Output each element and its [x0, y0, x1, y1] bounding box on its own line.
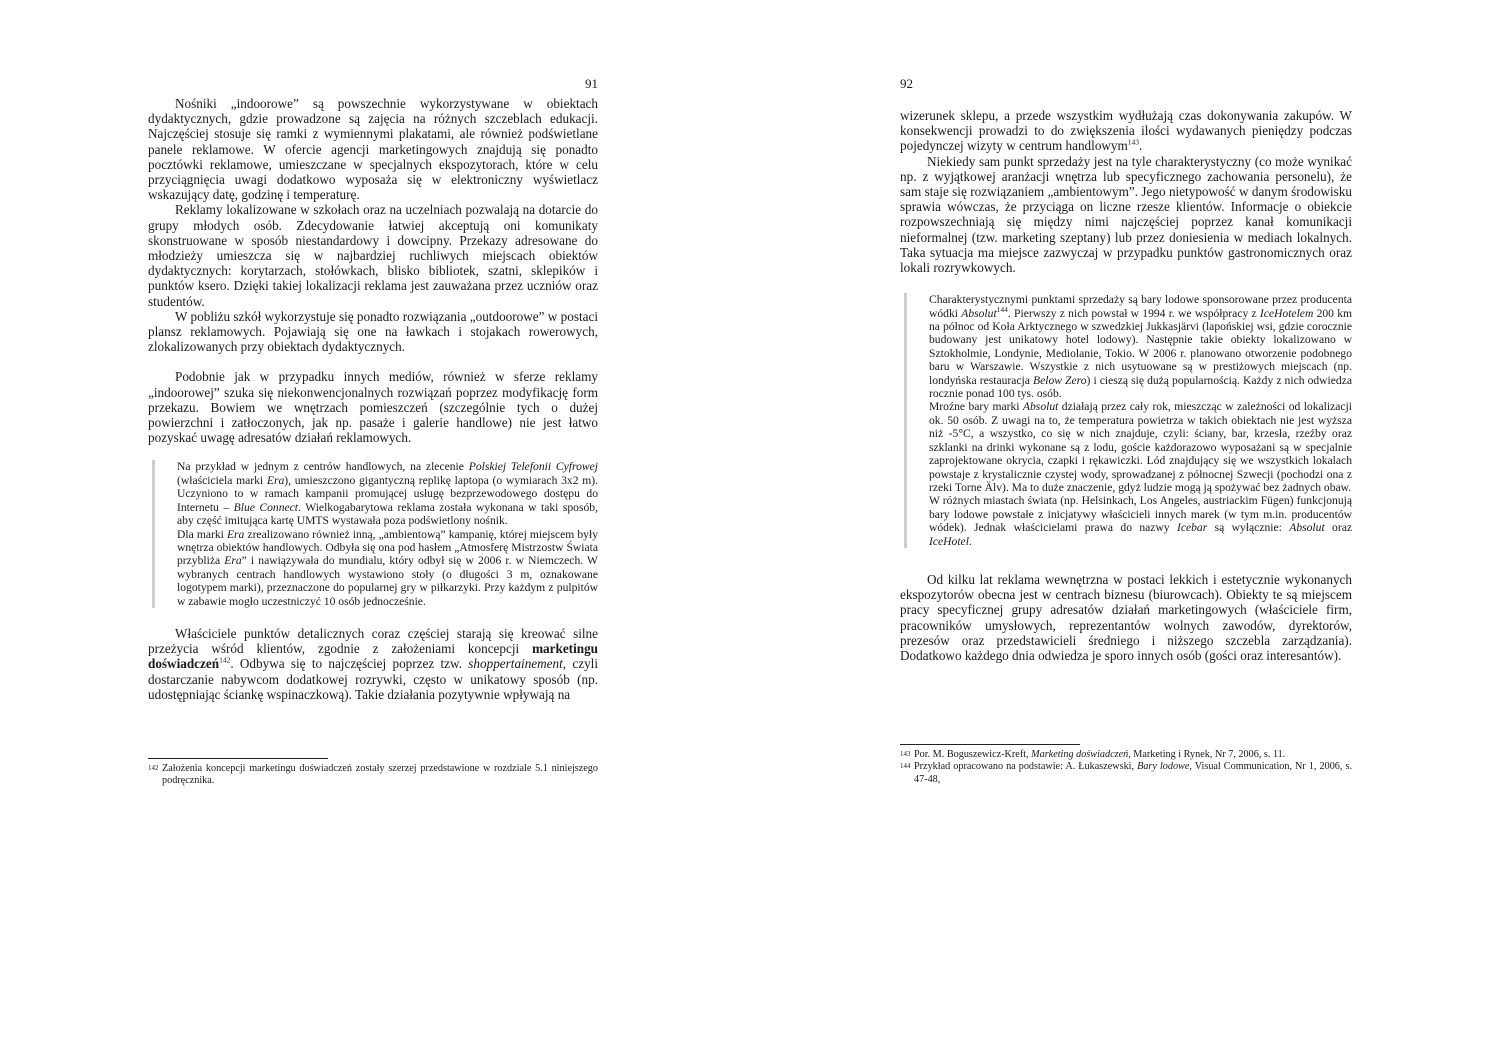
example-box	[904, 293, 1352, 548]
paragraph: Od kilku lat reklama wewnętrzna w postaci lekkich i estetycznie wykonanych ekspozytorów obecna jest w centrach biznesu (biurowcach). Obiekty te są miejscem pracy specyficznej grupy adresatów działań marketingowych (właściciele firm, pracowników umysłowych, reprezentantów wolnych zawodów, dyrektorów, prezesów oraz przedstawicieli średniego i niższego szczebla zarządzania). Dodatkowo każdego dnia odwiedza je sporo innych osób (gości oraz interesantów).	[900, 571, 1352, 663]
footnote-divider	[900, 744, 1080, 745]
example-box	[152, 460, 598, 607]
footnote: 142 Założenia koncepcji marketingu doświadczeń zostały szerzej przedstawione w rozdziale 5.1 niniejszego podręcznika.	[148, 763, 598, 787]
paragraph: Właściciele punktów detalicznych coraz częściej starają się kreować silne przeżycia wśród klientów, zgodnie z założeniami koncepcji marketingu doświadczeń$^{142}$. Odbywa się to najczęściej poprzez tzw. shoppertainement, czyli dostarczanie nabywcom dodatkowej rozrywki, często w unikatowy sposób (np. udostępniając ściankę wspinaczkową). Takie działania pozytywnie wpływają na	[148, 625, 598, 702]
footnote-divider	[148, 758, 328, 759]
paragraph: wizerunek sklepu, a przede wszystkim wydłużają czas dokonywania zakupów. W konsekwencji prowadzi to do zwiększenia ilości wydawanych pieniędzy podczas pojedynczej wizyty w centrum handlowym$^{143}$.	[900, 108, 1352, 154]
page-number: 92	[900, 76, 913, 91]
paragraph: Podobnie jak w przypadku innych mediów, również w sferze reklamy „indoorowej” szuka się niekonwencjonalnych rozwiązań poprzez modyfikację form przekazu. Bowiem we wnętrzach pomieszczeń (szczególnie tych o dużej powierzchni i zatłoczonych, jak np. pasaże i galerie handlowe) nie jest łatwo pozyskać uwagę adresatów działań reklamowych.	[148, 369, 598, 446]
paragraph: Niekiedy sam punkt sprzedaży jest na tyle charakterystyczny (co może wynikać np. z wyjątkowej aranżacji wnętrza lub specyficznego zachowania personelu), że sam staje się rozwiązaniem „ambientowym”. Jego nietypowość w danym środowisku sprawia wówczas, że przyciąga on liczne rzesze klientów. Informacje o obiekcie rozpowszechniają się między nimi najczęściej poprzez kanał komunikacji nieformalnej (tzw. marketing szeptany) lub przez doniesienia w mediach lokalnych. Taka sytuacja ma miejsce zazwyczaj w przypadku punktów gastronomicznych oraz lokali rozrywkowych.	[900, 153, 1352, 276]
box-paragraph: Na przykład w jednym z centrów handlowych, na zlecenie Polskiej Telefonii Cyfrowej (właściciela marki Era), umieszczono gigantyczną replikę laptopa (o wymiarach 3x2 m). Uczyniono to w ramach kampanii promującej usługę bezprzewodowego dostępu do Internetu – Blue Connect. Wielkogabarytowa reklama została wykonana w taki sposób, aby część imitująca kartę UMTS wystawała poza podświetlony nośnik.	[177, 460, 599, 528]
paragraph: Nośniki „indoorowe” są powszechnie wykorzystywane w obiektach dydaktycznych, gdzie prowadzone są zajęcia na różnych szczeblach edukacji. Najczęściej stosuje się ramki z wymiennymi plakatami, ale również podświetlane panele reklamowe. W ofercie agencji marketingowych znajdują się ponadto pocztówki reklamowe, umieszczane w specjalnych ekspozytorach, które w celu przyciągnięcia uwagi dodatkowo wyposaża się w elektroniczny wyświetlacz wskazujący datę, godzinę i temperaturę.	[148, 96, 598, 203]
box-paragraph: Dla marki Era zrealizowano również inną, „ambientową” kampanię, której miejscem były wnętrza obiektów handlowych. Odbyła się ona pod hasłem „Atmosferę Mistrzostw Świata przybliża Era” i nawiązywała do mundialu, który odbył się w 2006 r. w Niemczech. W wybranych centrach handlowych wystawiono stoły (o długości 3 m, oznakowane logotypem marki), przeznaczone do popularnej gry w piłkarzyki. Przy każdym z pulpitów w zabawie mogło uczestniczyć 10 osób jednocześnie.	[177, 527, 598, 608]
box-paragraph: Mroźne bary marki Absolut działają przez cały rok, mieszcząc w zależności od lokalizacji ok. 50 osób. Z uwagi na to, że temperatura powietrza w takich obiektach nie jest wyższa niż -5°C, a wszystko, co się w nich znajduje, czyli: ściany, bar, krzesła, rzeźby oraz szklanki na drinki wykonane są z lodu, goście każdorazowo wyposażani są w specjalnie zaprojektowane okrycia, czapki i rękawiczki. Lód znajdujący się we wszystkich lokalach powstaje z krystalicznie czystej wody, sprowadzanej z północnej Szwecji (pochodzi ona z rzeki Torne Älv). Ma to duże znaczenie, gdyż ludzie mogą ją spożywać bez żadnych obaw.	[929, 400, 1352, 494]
footnote: 143 Por. M. Boguszewicz-Kreft, Marketing doświadczeń, Marketing i Rynek, Nr 7, 2006, s. 11.	[900, 749, 1286, 760]
paragraph: W pobliżu szkół wykorzystuje się ponadto rozwiązania „outdoorowe” w postaci plansz reklamowych. Pojawiają się one na ławkach i stojakach rowerowych, zlokalizowanych przy obiektach dydaktycznych.	[148, 308, 598, 355]
paragraph: Reklamy lokalizowane w szkołach oraz na uczelniach pozwalają na dotarcie do grupy młodych osób. Zdecydowanie łatwiej akceptują oni komunikaty skonstruowane w sposób niestandardowy i dowcipny. Przekazy adresowane do młodzieży umieszcza się w najbardziej ruchliwych miejscach obiektów dydaktycznych: korytarzach, stołówkach, blisko bibliotek, szatni, sklepików i punktów ksero. Dzięki takiej lokalizacji reklama jest zauważana przez uczniów oraz studentów.	[148, 202, 598, 309]
footnotes	[900, 744, 1352, 786]
main-text	[900, 108, 1352, 663]
page-number: 91	[585, 76, 598, 91]
footnotes	[148, 758, 598, 788]
box-paragraph: W różnych miastach świata (np. Helsinkach, Los Angeles, austriackim Fügen) funkcjonują bary lodowe powstałe z inicjatywy właścicieli innych marek (w tym m.in. producentów wódek). Jednak właścicielami prawa do nazwy Icebar są wyłącznie: Absolut oraz IceHotel.	[929, 494, 1352, 548]
box-paragraph: Charakterystycznymi punktami sprzedaży są bary lodowe sponsorowane przez producenta wódki Absolut$^{144}$. Pierwszy z nich powstał w 1994 r. we współpracy z IceHotelem 200 km na północ od Koła Arktycznego w szwedzkiej Jukkasjärvi (lapońskiej wsi, gdzie corocznie budowany jest unikatowy hotel lodowy). Następnie takie obiekty lokalizowano w Sztokholmie, Londynie, Mediolanie, Tokio. W 2006 r. planowano otworzenie podobnego baru w Warszawie. Wszystkie z nich usytuowane są w prestiżowych miejscach (np. londyńska restauracja Below Zero) i cieszą się dużą popularnością. Każdy z nich odwiedza rocznie ponad 100 tys. osób.	[929, 293, 1353, 401]
footnote: 144 Przykład opracowano na podstawie: A. Łukaszewski, Bary lodowe, Visual Communication, Nr 1, 2006, s. 47-48,	[900, 761, 1352, 785]
main-text	[148, 96, 598, 702]
